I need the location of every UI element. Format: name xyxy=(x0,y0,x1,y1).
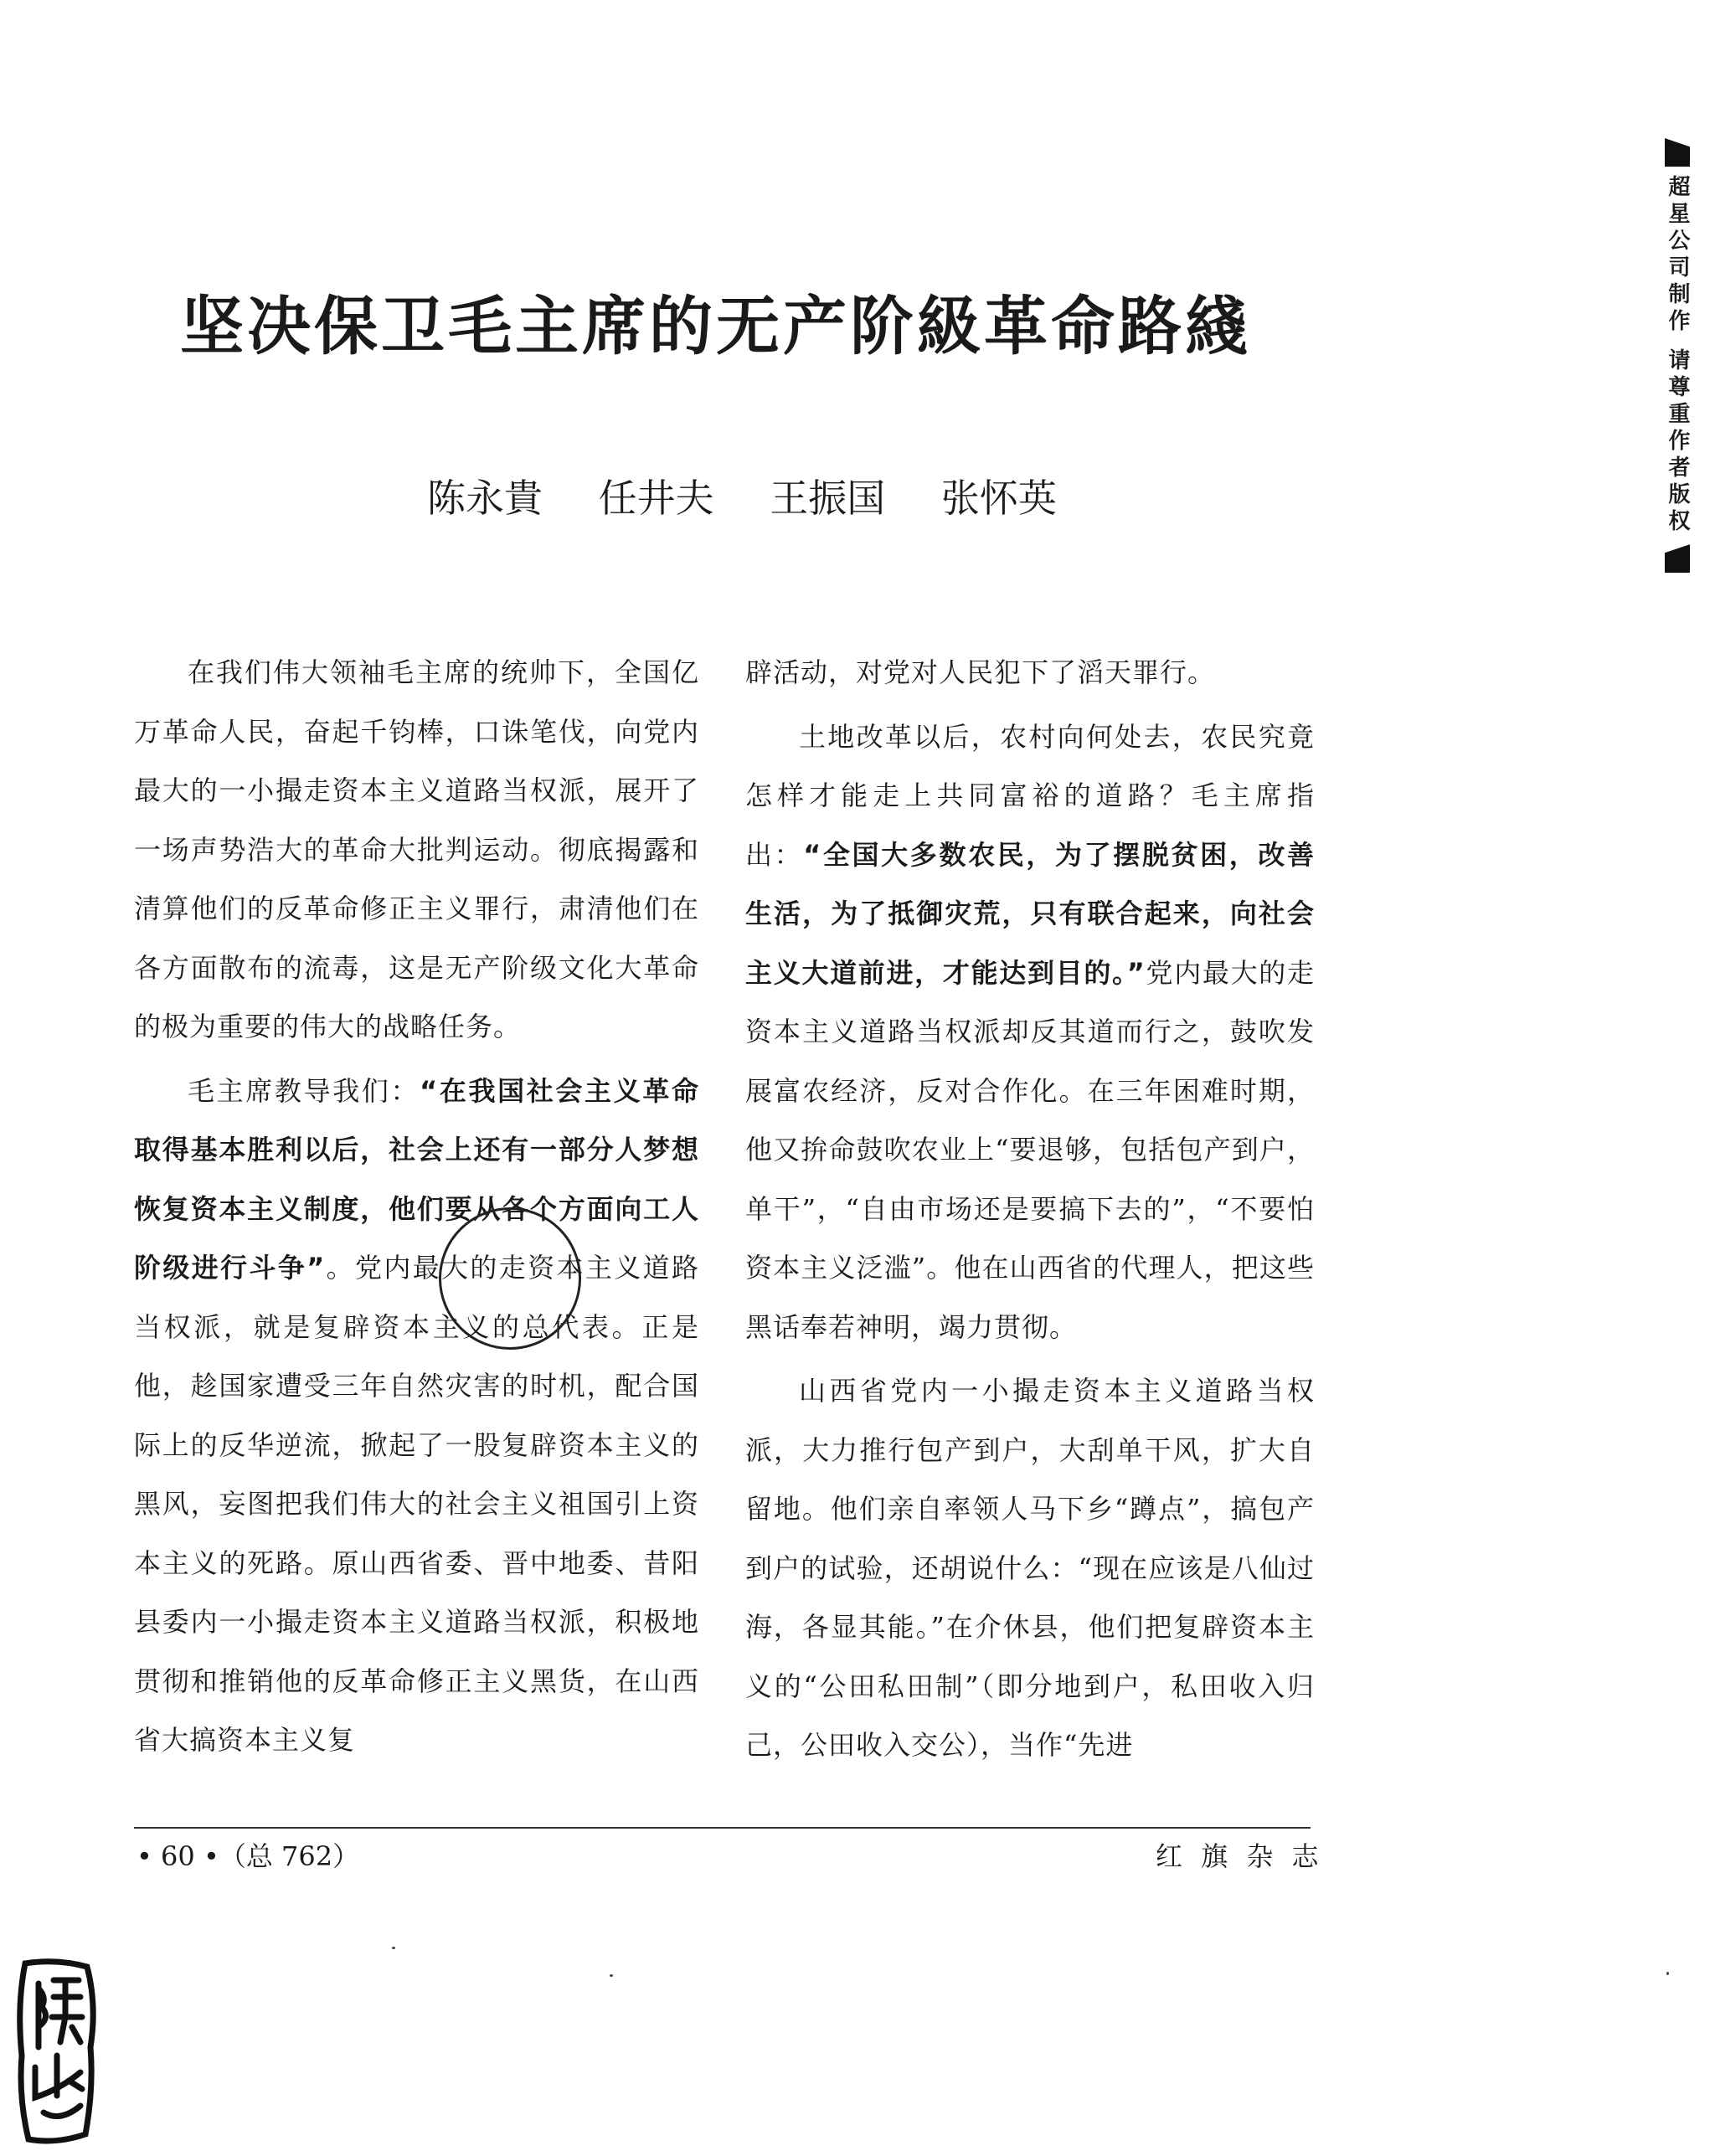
author-name: 陈永貴 xyxy=(427,476,543,521)
copyright-notice: 超星公司制作 请尊重作者版权 xyxy=(1665,175,1690,537)
paragraph xyxy=(134,1062,699,1770)
author-list xyxy=(427,469,1100,527)
mao-quote: “在我国社会主义革命取得基本胜利以后，社会上还有一部分人梦想恢复资本主义制度，他们要从各个方面向工人阶级进行斗争” xyxy=(134,1074,699,1284)
journal-name: 红 旗 杂 志 xyxy=(1156,1840,1324,1872)
scan-speck xyxy=(1666,1972,1669,1975)
copyright-strip xyxy=(1662,138,1692,573)
footer-rule xyxy=(134,1827,1311,1829)
author-name: 任井夫 xyxy=(598,476,714,521)
author-name: 张怀英 xyxy=(940,476,1057,521)
hand-drawn-circle xyxy=(439,1207,581,1350)
scan-speck xyxy=(610,1974,613,1977)
left-column xyxy=(134,643,699,1770)
right-column xyxy=(745,643,1315,1775)
paragraph-text: 。党内最大的走资本主义道路当权派，就是复辟资本主义的总代表。正是他，趁国家遭受三年自然灾害的时机，配合国际上的反华逆流，掀起了一股复辟资本主义的黑风，妄图把我们伟大的社会主义祖国引上资本主义的死路。原山西省委、晋中地委、昔阳县委内一小撮走资本主义道路当权派，积极地贯彻和推销他的反革命修正主义黑货，在山西省大搞资本主义复 xyxy=(134,1252,699,1756)
paragraph: 山西省党内一小撮走资本主义道路当权派，大力推行包产到户，大刮单干风，扩大自留地。他们亲自率领人马下乡“蹲点”，搞包产到户的试验，还胡说什么：“现在应该是八仙过海，各显其能。”在介休县，他们把复辟资本主义的“公田私田制”（即分地到户，私田收入归己，公田收入交公），当作“先进 xyxy=(745,1375,1315,1761)
paragraph-text: 党内最大的走资本主义道路当权派却反其道而行之，鼓吹发展富农经济，反对合作化。在三年困难时期，他又拚命鼓吹农业上“要退够，包括包产到户，单干”，“自由市场还是要搞下去的”，“不要怕资本主义泛滥”。他在山西省的代理人，把这些黑话奉若神明，竭力贯彻。 xyxy=(745,956,1315,1343)
mao-quote: “全国大多数农民，为了摆脱贫困，改善生活，为了抵御灾荒，只有联合起来，向社会主义大道前进，才能达到目的。” xyxy=(745,838,1315,989)
author-name: 王振国 xyxy=(770,476,886,521)
strip-marker-bottom xyxy=(1665,544,1690,573)
paragraph: 在我们伟大领袖毛主席的统帅下，全国亿万革命人民，奋起千钧棒，口诛笔伐，向党内最大的一小撮走资本主义道路当权派，展开了一场声势浩大的革命大批判运动。彻底揭露和清算他们的反革命修正主义罪行，肃清他们在各方面散布的流毒，这是无产阶级文化大革命的极为重要的伟大的战略任务。 xyxy=(134,656,699,1042)
paragraph xyxy=(745,708,1315,1357)
scan-speck xyxy=(392,1947,395,1949)
paragraph-intro: 土地改革以后，农村向何处去，农民究竟怎样才能走上共同富裕的道路？毛主席指出： xyxy=(745,720,1315,871)
paragraph-intro: 毛主席教导我们： xyxy=(188,1074,420,1107)
page-number: • 60 •（总 762） xyxy=(136,1840,360,1872)
seal-stamp-icon xyxy=(10,1955,102,2148)
article-title: 坚决保卫毛主席的无产阶級革命路綫 xyxy=(180,289,1252,363)
strip-marker-top xyxy=(1665,138,1690,167)
paragraph: 辟活动，对党对人民犯下了滔天罪行。 xyxy=(745,656,1216,688)
